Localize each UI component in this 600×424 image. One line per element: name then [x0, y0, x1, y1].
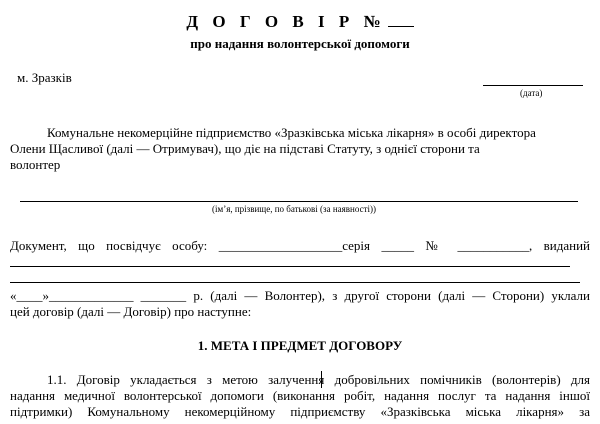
contract-subtitle: про надання волонтерської допомоги: [190, 36, 410, 51]
clause-1-1-line-3: підтримки) Комунальному некомерційному підприємству «Зразківська міська лікарня» за: [10, 404, 590, 419]
intro-line-1: Комунальне некомерційне підприємство «Зразківська міська лікарня» в особі директора: [47, 125, 536, 140]
id-document-line: Документ, що посвідчує особу: ___________________серія _____ № ___________, виданий: [10, 238, 590, 253]
contract-title: [0, 12, 600, 32]
volunteer-name-blank-line: [20, 201, 578, 202]
intro-line-3: волонтер: [10, 157, 61, 172]
clause-1-1-line-2: надання медичної волонтерської допомоги (виконання робіт, надання послуг та надання іншої: [10, 388, 590, 403]
section-1-heading: 1. МЕТА І ПРЕДМЕТ ДОГОВОРУ: [197, 338, 403, 353]
contract-number-blank: [388, 12, 414, 27]
volunteer-name-hint: (ім’я, прізвище, по батькові (за наявності)): [212, 204, 377, 214]
contract-title-text: Д О Г О В І Р №: [186, 12, 386, 31]
clause-1-1-line-1: 1.1. Договір укладається з метою залучення добровільних помічників (волонтерів) для: [47, 372, 590, 387]
issued-by-blank-line-1: [10, 266, 570, 267]
agreement-intro-line: цей договір (далі — Договір) про наступне:: [10, 304, 252, 319]
date-hint: (дата): [520, 88, 543, 98]
issued-by-blank-line-2: [10, 282, 580, 283]
volunteer-party-line: «____»_____________ _______ р. (далі — Волонтер), з другої сторони (далі — Сторони) уклали: [10, 288, 590, 303]
text-cursor: [321, 371, 322, 388]
intro-line-2: Олени Щасливої (далі — Отримувач), що діє на підставі Статуту, з однієї сторони та: [10, 141, 480, 156]
city-label: м. Зразків: [17, 70, 72, 85]
date-blank-line: [483, 85, 583, 86]
